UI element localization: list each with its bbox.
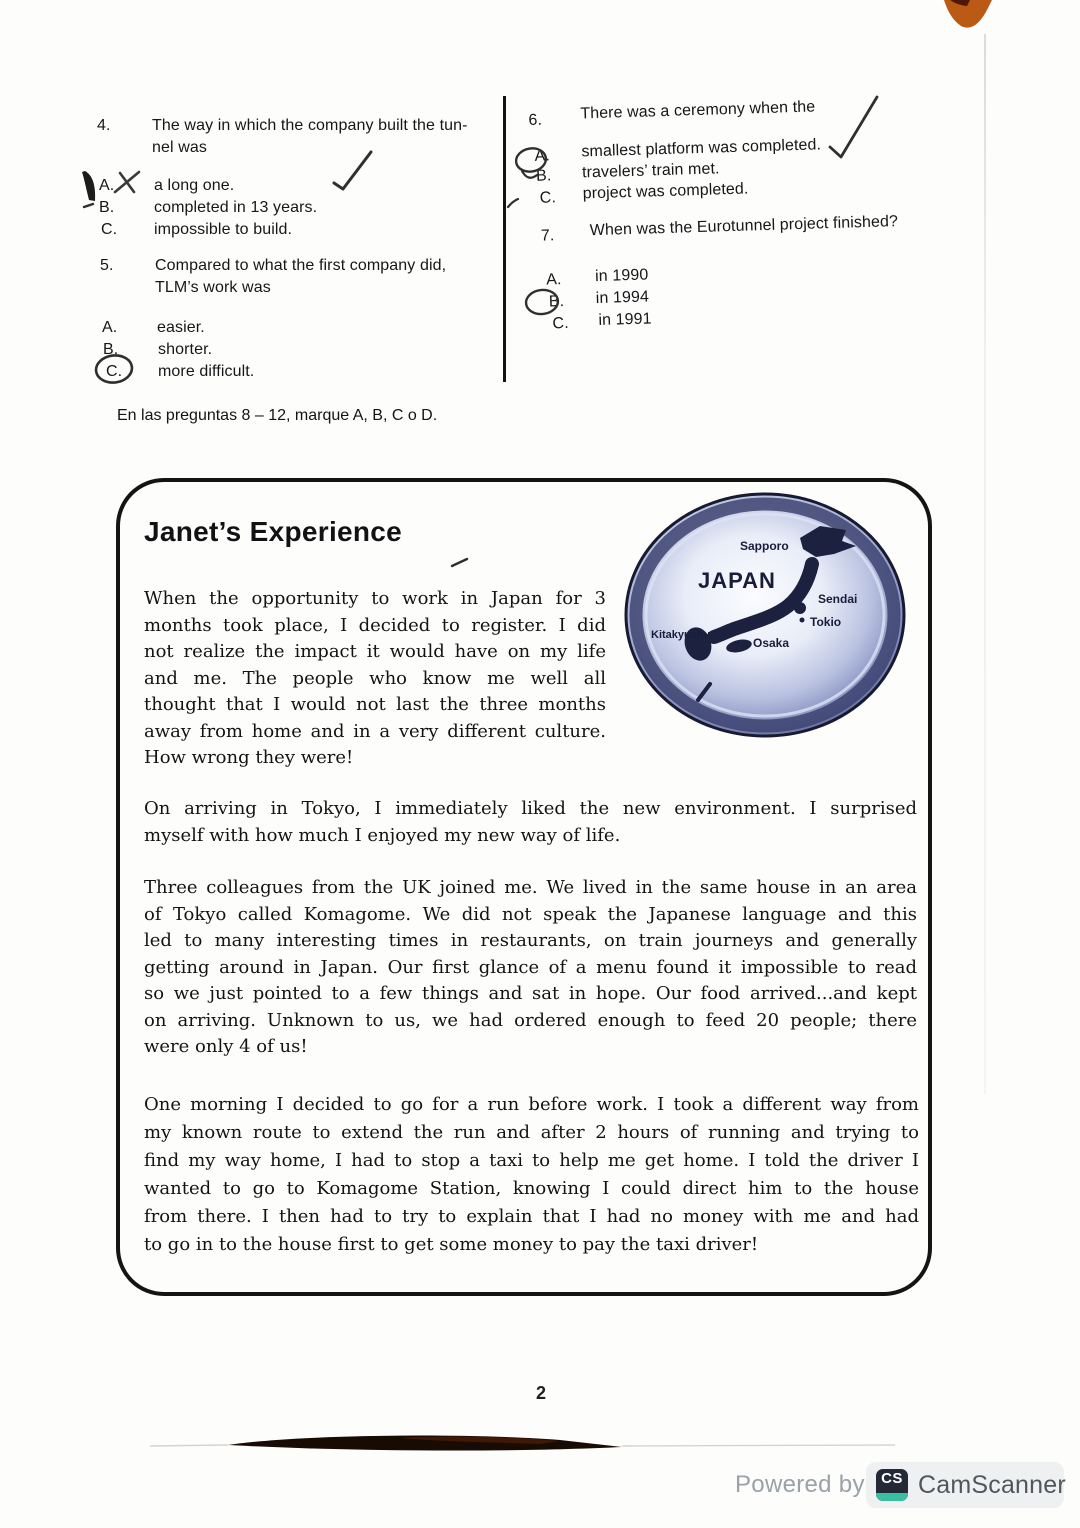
passage-line: led to many interesting times in restaurants, on train journeys and generally — [144, 930, 917, 951]
option-text: easier. — [157, 319, 205, 336]
option-text: a long one. — [154, 177, 235, 194]
question-text: There was a ceremony when the — [580, 98, 816, 123]
option-letter: C. — [539, 189, 557, 207]
passage-line: of Tokyo called Komagome. We did not speak the Japanese language and this — [144, 903, 917, 925]
option-letter: A. — [534, 147, 551, 165]
passage-line: on arriving. Unknown to us, we had ordered enough to feed 20 people; there — [144, 1009, 917, 1031]
passage-line: When the opportunity to work in Japan for 3 — [144, 588, 606, 609]
column-divider-line — [503, 96, 506, 382]
option-letter: B. — [535, 167, 552, 185]
option-letter: C. — [106, 363, 123, 380]
passage-paragraph-3 — [144, 875, 917, 1061]
question-number: 5. — [100, 257, 114, 274]
option-letter: B. — [548, 293, 565, 311]
passage-line: were only 4 of us! — [144, 1036, 308, 1057]
questions-right-column — [528, 91, 977, 404]
passage-line: find my way home, I had to stop a taxi to help me get home. I told the driver I — [144, 1150, 919, 1171]
passage-line: On arriving in Tokyo, I immediately liked the new environment. I surprised — [144, 798, 917, 819]
passage-paragraph-4 — [144, 1091, 919, 1259]
question-text: When was the Eurotunnel project finished? — [589, 213, 899, 240]
tokio-dot — [800, 618, 805, 623]
passage-line: myself with how much I enjoyed my new way of life. — [144, 825, 621, 846]
option-text: completed in 13 years. — [154, 199, 318, 216]
powered-by-label: Powered by — [735, 1471, 865, 1498]
page-fold-shadow-tint — [400, 1437, 560, 1444]
option-text: project was completed. — [582, 180, 749, 203]
page-fold-shadow — [228, 1436, 622, 1451]
scan-corner-shadow — [950, 0, 970, 6]
scan-background-corner — [944, 0, 992, 28]
option-letter: A. — [102, 319, 118, 336]
passage-line: and me. The people who know me well all — [144, 667, 606, 689]
q4-option-a-x-mark — [115, 172, 139, 192]
city-label-kitakyushu: Kitakyushu — [651, 629, 711, 641]
question-text: The way in which the company built the tun- — [152, 117, 468, 134]
cs-initials: CS — [881, 1470, 903, 1487]
passage-line: so we just pointed to a few things and sat in hope. Our food arrived...and kept — [144, 983, 917, 1004]
q4-margin-pen-mark — [82, 171, 95, 201]
passage-paragraph-1 — [144, 586, 606, 772]
passage-line: Three colleagues from the UK joined me. We lived in the same house in an area — [144, 877, 917, 898]
passage-paragraph-2 — [144, 795, 917, 849]
question-text: Compared to what the first company did, — [155, 257, 447, 274]
option-letter: C. — [552, 314, 569, 333]
section-instruction: En las preguntas 8 – 12, marque A, B, C o D. — [117, 407, 438, 424]
page-number: 2 — [536, 1383, 547, 1403]
option-letter: A. — [545, 271, 562, 289]
passage-line: getting around in Japan. Our first glance of a menu found it impossible to read — [144, 956, 917, 978]
passage-line: months took place, I decided to register. I did — [144, 614, 606, 636]
q4-option-b-dash — [84, 204, 93, 207]
cs-icon-teal-bar — [876, 1493, 908, 1501]
question-text: TLM’s work was — [155, 279, 271, 296]
passage-line: my known route to extend the run and after 2 hours of running and trying to — [144, 1122, 919, 1143]
passage-line: to go in to the house first to get some money to pay the taxi driver! — [144, 1234, 759, 1255]
option-text: impossible to build. — [154, 221, 293, 238]
passage-line: wanted to go to Komagome Station, knowing I could direct him to the house — [144, 1178, 919, 1199]
option-letter: C. — [101, 221, 118, 238]
city-label-sendai: Sendai — [818, 592, 858, 606]
option-text: in 1991 — [598, 310, 652, 330]
page-edge-line — [984, 34, 986, 1094]
passage-line: How wrong they were! — [144, 747, 354, 768]
option-text: in 1990 — [594, 266, 649, 286]
question-text: nel was — [152, 139, 207, 156]
city-label-tokio: Tokio — [810, 615, 842, 629]
camscanner-icon — [876, 1469, 908, 1501]
option-letter: B. — [99, 199, 115, 216]
passage-line: One morning I decided to go for a run before work. I took a different way from — [144, 1094, 919, 1115]
camscanner-brand-text: CamScanner — [918, 1471, 1066, 1499]
question-number: 6. — [528, 111, 543, 129]
question-number: 4. — [97, 117, 111, 134]
map-title: JAPAN — [698, 568, 776, 593]
passage-line: from there. I then had to try to explain that I had no money with me and had — [144, 1206, 919, 1227]
camscanner-logo — [866, 1462, 1064, 1508]
passage-line: not realize the impact it would have on my life — [144, 641, 606, 662]
q6-option-c-dash — [508, 199, 518, 207]
page-fold-faint-line — [150, 1445, 895, 1446]
japan-map-image — [622, 486, 914, 744]
option-text: smallest platform was completed. — [581, 136, 822, 161]
option-letter: A. — [99, 177, 115, 194]
option-letter: B. — [103, 341, 119, 358]
option-text: in 1994 — [595, 288, 650, 308]
passage-line: thought that I would not last the three months — [144, 694, 606, 715]
option-text: more difficult. — [158, 363, 255, 380]
city-label-osaka: Osaka — [753, 636, 790, 650]
city-label-sapporo: Sapporo — [740, 539, 789, 553]
passage-title: Janet’s Experience — [144, 516, 403, 547]
question-number: 7. — [540, 227, 555, 245]
option-text: travelers’ train met. — [581, 160, 720, 182]
option-text: shorter. — [158, 341, 213, 358]
passage-line: away from home and in a very different culture. — [144, 720, 606, 742]
q4-check-mark — [334, 152, 371, 189]
